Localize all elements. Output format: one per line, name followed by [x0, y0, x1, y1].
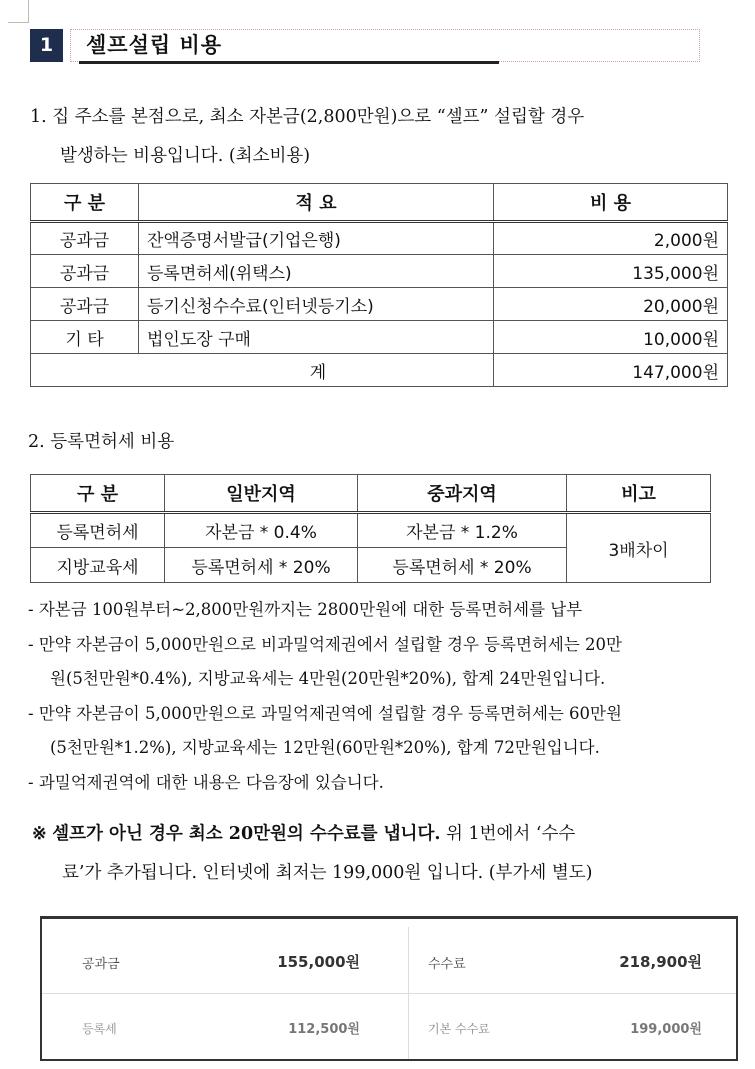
- tax-general: 등록면허세 * 20%: [165, 548, 358, 583]
- public-fee-label: 공과금: [82, 957, 120, 972]
- tax-heavy: 등록면허세 * 20%: [358, 548, 567, 583]
- cost-value: 10,000원: [494, 321, 728, 354]
- public-fee-value: 155,000원: [277, 953, 360, 971]
- fee-note-line-1: [32, 815, 592, 854]
- fee-note-line-2: 료’가 추가됩니다. 인터넷에 최저는 199,000원 입니다. (부가세 별도): [62, 863, 593, 883]
- cost-value: 20,000원: [494, 288, 728, 321]
- tax-header-heavy: 중과지역: [358, 475, 567, 513]
- cost-header-category: 구 분: [31, 184, 139, 222]
- fee-note: [32, 815, 592, 893]
- base-fee-value: 199,000원: [630, 1022, 702, 1037]
- page-corner-mark: [28, 0, 29, 22]
- table-row: [31, 513, 711, 548]
- table-row: [31, 321, 728, 354]
- cost-category: 공과금: [31, 222, 139, 255]
- receipt-row-details: [42, 993, 736, 1061]
- cost-desc: 법인도장 구매: [139, 321, 494, 354]
- cost-value: 2,000원: [494, 222, 728, 255]
- tax-name: 등록면허세: [31, 513, 165, 548]
- section-title: 셀프설립 비용: [86, 33, 223, 57]
- cost-desc: 등기신청수수료(인터넷등기소): [139, 288, 494, 321]
- base-fee-label: 기본 수수료: [428, 1022, 490, 1036]
- list-item-cont: 원(5천만원*0.4%), 지방교육세는 4만원(20만원*20%), 합계 24만원입니다.: [50, 669, 606, 688]
- receipt-row-totals: [42, 927, 736, 995]
- tax-name: 지방교육세: [31, 548, 165, 583]
- list-item: - 과밀억제권역에 대한 내용은 다음장에 있습니다.: [28, 772, 384, 792]
- section-header: [30, 29, 700, 62]
- list-item-cont: (5천만원*1.2%), 지방교육세는 12만원(60만원*20%), 합계 72만원입니다.: [50, 738, 600, 757]
- cost-category: 공과금: [31, 255, 139, 288]
- cost-header-desc: 적 요: [139, 184, 494, 222]
- reg-tax-label: 등록세: [82, 1022, 117, 1036]
- fee-value: 218,900원: [619, 953, 702, 971]
- reg-tax-value: 112,500원: [288, 1022, 360, 1037]
- table-row: [31, 222, 728, 255]
- cost-total-value: 147,000원: [494, 354, 728, 387]
- section-number: 1: [30, 29, 63, 62]
- cost-value: 135,000원: [494, 255, 728, 288]
- intro-line-2: 발생하는 비용입니다. (최소비용): [60, 146, 311, 166]
- list-item: - 만약 자본금이 5,000만원으로 비과밀억제권에서 설립할 경우 등록면허세는 20만: [28, 634, 622, 654]
- cost-table-header: [31, 184, 728, 222]
- cost-header-cost: 비 용: [494, 184, 728, 222]
- section-title-underline: [79, 61, 499, 64]
- bullet-list: [28, 593, 622, 800]
- list-item: - 자본금 100원부터~2,800만원까지는 2800만원에 대한 등록면허세를 납부: [28, 600, 583, 619]
- cost-category: 기 타: [31, 321, 139, 354]
- page-corner-mark-h: [8, 22, 29, 23]
- cost-total-label: 계: [31, 354, 494, 387]
- cost-category: 공과금: [31, 288, 139, 321]
- cost-desc: 등록면허세(위택스): [139, 255, 494, 288]
- list-item: - 만약 자본금이 5,000만원으로 과밀억제권역에 설립할 경우 등록면허세는 60만원: [28, 703, 622, 723]
- table-row: [31, 288, 728, 321]
- tax-header-general: 일반지역: [165, 475, 358, 513]
- tax-header-remark: 비고: [567, 475, 711, 513]
- tax-table: [30, 474, 711, 583]
- tax-general: 자본금 * 0.4%: [165, 513, 358, 548]
- intro-line-1: 1. 집 주소를 본점으로, 최소 자본금(2,800만원)으로 “셀프” 설립할 경우: [30, 107, 585, 127]
- tax-section-title: 2. 등록면허세 비용: [28, 432, 175, 452]
- tax-header-category: 구 분: [31, 475, 165, 513]
- section-title-box: [70, 29, 700, 62]
- fee-receipt-image: [40, 916, 738, 1061]
- cost-table: [30, 183, 728, 387]
- cost-desc: 잔액증명서발급(기업은행): [139, 222, 494, 255]
- tax-table-header: [31, 475, 711, 513]
- fee-label: 수수료: [428, 957, 466, 972]
- tax-remark: 3배차이: [567, 513, 711, 583]
- note-mark: ※: [32, 824, 47, 844]
- table-row: [31, 255, 728, 288]
- cost-total-row: [31, 354, 728, 387]
- tax-heavy: 자본금 * 1.2%: [358, 513, 567, 548]
- note-bold-text: 셀프가 아닌 경우 최소 20만원의 수수료를 냅니다.: [52, 824, 441, 844]
- note-rest-text: 위 1번에서 ‘수수: [440, 824, 576, 844]
